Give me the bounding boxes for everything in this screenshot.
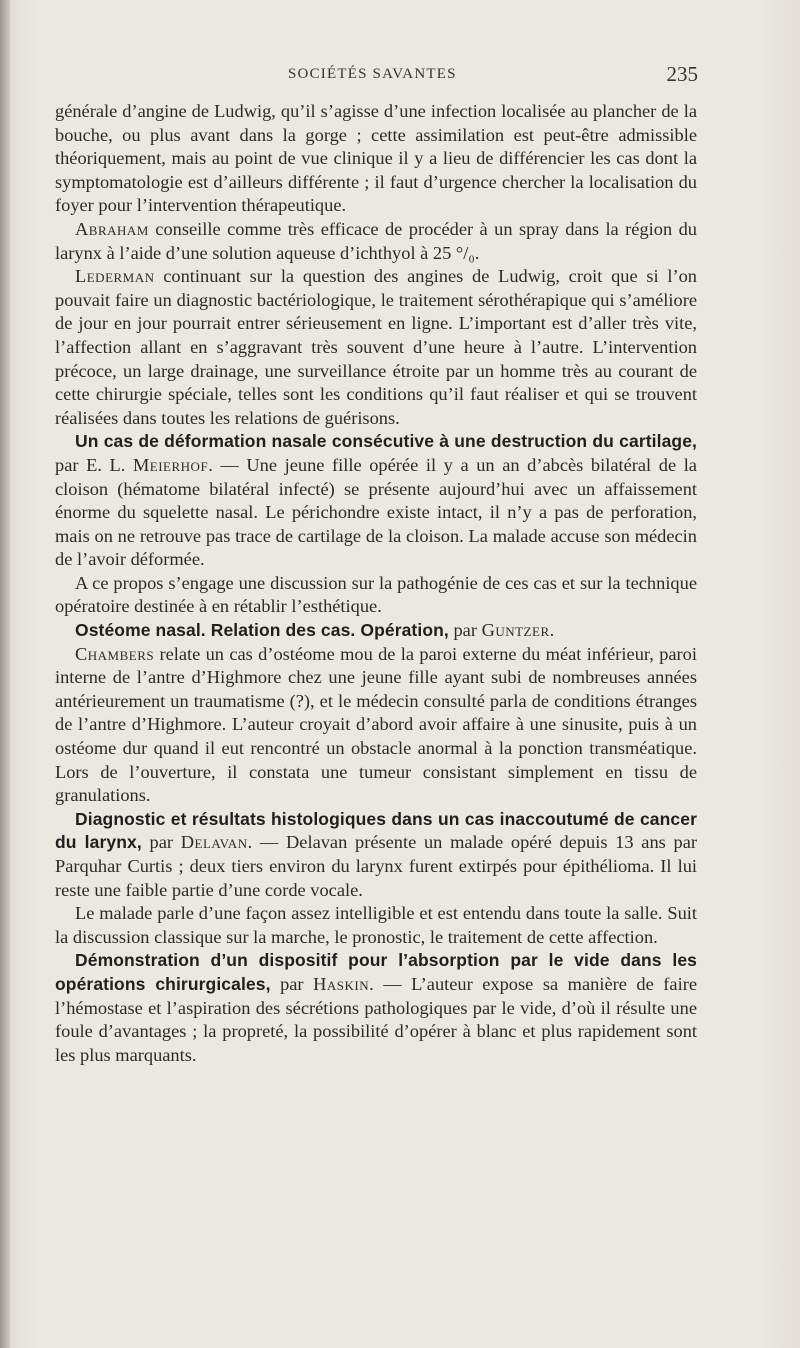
author-name: Guntzer: [481, 620, 550, 641]
author-name: Meierhof: [132, 454, 209, 475]
paragraph-discussion: [55, 572, 697, 619]
section-nasal-osteoma: [55, 619, 697, 643]
section-nasal-deformation: [55, 430, 697, 572]
book-spine-shadow: [0, 0, 10, 1348]
author-name: Haskin: [313, 973, 370, 994]
paragraph-lederman: [55, 265, 697, 430]
page-header: [54, 62, 698, 90]
author-name: Abraham: [75, 218, 149, 239]
section-title: Diagnostic et résultats histologiques dans un cas inaccoutumé de cancer du larynx,: [55, 808, 697, 853]
paragraph-patient-speech: [55, 902, 697, 949]
section-title: Un cas de déformation nasale consécutive à une destruction du cartilage,: [75, 431, 697, 452]
section-title: Démonstration d’un dispositif pour l’absorption par le vide dans les opérations chirurgicales,: [55, 950, 697, 994]
section-larynx-cancer: [55, 808, 697, 902]
paragraph-text: générale d’angine de Ludwig, qu’il s’agisse d’une infection localisée au plancher de la bouche, ou plus avant dans la gorge ; cette assimilation est peut-être admissible théoriquement, mais au point de vue clinique il y a lieu de différencier les cas dont la symptomatologie est d’ailleurs différente ; il faut d’urgence chercher la localisation du foyer pour l’intervention thérapeutique.: [55, 101, 697, 216]
paragraph-text: . — L’auteur expose sa manière de faire l’hémostase et l’aspiration des sécrétions pathologiques par le vide, d’où il résulte une foule d’avantages ; la propreté, la possibilité d’opérer à blanc et plus rapidement sont les plus marquants.: [55, 973, 697, 1065]
punctuation: .: [549, 620, 555, 641]
author-name: Chambers: [75, 643, 155, 664]
paragraph-abraham: [55, 218, 697, 265]
page-number: 235: [666, 62, 698, 86]
author-name: Lederman: [75, 266, 155, 287]
paragraph-text: A ce propos s’engage une discussion sur la pathogénie de ces cas et sur la technique opératoire destinée à en rétablir l’esthétique.: [55, 572, 697, 617]
section-title: Ostéome nasal. Relation des cas. Opération,: [75, 620, 449, 641]
byline: par: [270, 973, 314, 994]
byline: par E. L.: [55, 454, 133, 475]
paragraph-text: Le malade parle d’une façon assez intelligible et est entendu dans toute la salle. Suit la discussion classique sur la marche, le pronostic, le traitement de cette affection.: [55, 903, 697, 947]
paragraph-text: continuant sur la question des angines de Ludwig, croit que si l’on pouvait faire un diagnostic bactériologique, le traitement sérothérapique qui s’améliore de jour en jour pourrait entrer sérieusement en ligne. L’important est d’aller très vite, l’affection allant en s’aggravant très souvent d’une heure à l’autre. L’intervention précoce, un large drainage, une surveillance étroite par un homme très au courant de cette chirurgie spéciale, telles sont les conditions qu’il faut réaliser et qui se trouvent réalisées dans toutes les relations de guérisons.: [55, 266, 697, 428]
paragraph-text: conseille comme très efficace de procéder à un spray dans la région du larynx à l’aide d’une solution aqueuse d’ichthyol à 25 °/₀.: [55, 218, 697, 263]
author-name: Delavan: [180, 832, 248, 853]
byline: par: [141, 832, 181, 853]
paragraph-ludwig-continuation: [55, 100, 697, 218]
byline: par: [448, 620, 482, 641]
paragraph-chambers: [55, 643, 697, 808]
paragraph-text: relate un cas d’ostéome mou de la paroi externe du méat inférieur, paroi interne de l’antre d’Highmore chez une jeune fille ayant subi de nombreuses années antérieurement un traumatisme (?), et le médecin consulté parla de conditions étranges de l’antre d’Highmore. L’auteur croyait d’abord avoir affaire à une sinusite, puis à un ostéome dur quand il eut rencontré un obstacle anormal à la ponction transméatique. Lors de l’ouverture, il constata une tumeur consistant simplement en tissu de granulations.: [55, 643, 697, 806]
running-head: SOCIÉTÉS SAVANTES: [288, 66, 457, 82]
section-vacuum-device: [55, 949, 697, 1067]
paragraph-text: . — Une jeune fille opérée il y a un an d’abcès bilatéral de la cloison (hématome bilatéral infecté) se présente aujourd’hui avec un affaissement énorme du squelette nasal. Le périchondre existe intact, il n’y a pas de perforation, mais on ne retrouve pas trace de cartilage de la cloison. La malade accuse son médecin de l’avoir déformée.: [55, 454, 697, 570]
body-text: [55, 100, 697, 1067]
paragraph-text: . — Delavan présente un malade opéré depuis 13 ans par Parquhar Curtis ; deux tiers environ du larynx furent extirpés pour épithélioma. Il lui reste une faible partie d’une corde vocale.: [55, 832, 698, 900]
